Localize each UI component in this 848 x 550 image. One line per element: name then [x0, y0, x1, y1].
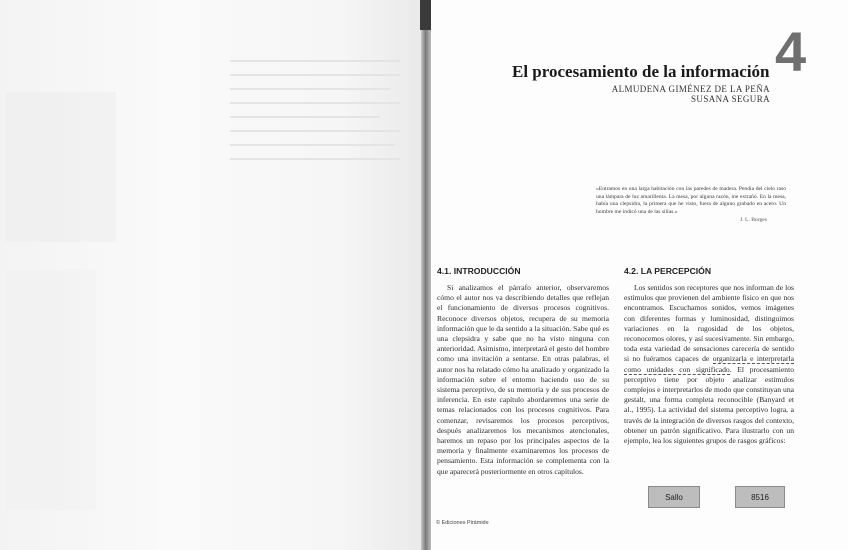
copyright-footer: © Ediciones Pirámide: [436, 520, 489, 526]
epigraph-quote: «Entramos en una larga habitación con las paredes de madera. Pendía del cielo raso una lámpara de luz amarillenta. La mesa, por alguna razón, me extrañó. En la mesa, había una clepsidra, la primera que he visto, fuera de alguno grabado en acero. Un hombre me indicó una de las sillas.»: [596, 186, 786, 215]
ghost-line: [230, 158, 400, 160]
body-column-left: [437, 283, 609, 477]
chapter-title: El procesamiento de la información: [512, 62, 770, 81]
section-heading-percepcion: 4.2. LA PERCEPCIÓN: [624, 266, 712, 276]
ghost-line: [230, 130, 400, 132]
ghost-line: [230, 74, 400, 76]
ghost-text-block: [6, 270, 96, 510]
epigraph-credit: J. L. Borges: [740, 217, 767, 223]
chapter-authors: [560, 84, 770, 104]
example-group-box: 8516: [735, 486, 785, 508]
author-name: ALMUDENA GIMÉNEZ DE LA PEÑA: [611, 84, 770, 94]
annotated-phrase: organizarla e interpretarla como unidades con significado: [624, 354, 794, 374]
chapter-number: 4: [775, 20, 807, 83]
body-column-right: [624, 283, 794, 446]
body-text: Los sentidos son receptores que nos informan de los estímulos que provienen del ambiente físico en que nos encontramos. Escuchamos sonidos, vemos imágenes con diferentes formas y luminosidad, distinguimos variaciones en la rugosidad de los objetos, reconocemos olores, y así sucesivamente. Sin embargo, toda esta variedad de sensaciones carecería de sentido si no fuéramos capaces de: [624, 283, 794, 364]
ghost-line: [230, 144, 395, 146]
ghost-line: [230, 60, 400, 62]
section-heading-introduccion: 4.1. INTRODUCCIÓN: [437, 266, 521, 276]
ghost-line: [230, 102, 400, 104]
ghost-heading-block: [6, 92, 116, 242]
body-paragraph: [624, 283, 794, 446]
author-name: SUSANA SEGURA: [691, 94, 770, 104]
example-group-box: Sallo: [648, 486, 700, 508]
book-spine: [421, 0, 431, 550]
ghost-line: [230, 88, 390, 90]
body-paragraph: Si analizamos el párrafo anterior, observaremos cómo el autor nos va describiendo detalles que reflejan el funcionamiento de diversos procesos cognitivos. Reconoce diversos objetos, recupera de su memoria información que le da sentido a la situación. Sabe qué es una clepsidra y sabe que no ha visto ninguna con anterioridad. Asimismo, interpretará el gesto del hombre como una invitación a sentarse. En otras palabras, el autor nos ha relatado cómo ha analizado y organizado la información sobre el entorno haciendo uso de su sistema perceptivo, de su memoria y de sus procesos de inferencia. En este capítulo abordaremos una serie de temas relacionados con los procesos cognitivos. Para comenzar, revisaremos los procesos perceptivos, después analizaremos los mecanismos atencionales, haremos un repaso por los principales aspectos de la memoria y finalmente examinaremos los procesos de pensamiento. Esta información se complementa con la que aparecerá posteriormente en otros capítulos.: [437, 283, 609, 476]
ghost-line: [230, 116, 380, 118]
body-text: . El procesamiento perceptivo tiene por objeto analizar estímulos complejos e interpretarlos de modo que constituyan una gestalt, una forma completa reconocible (Banyard et al., 1995). La actividad del sistema perceptivo logra, a través de la integración de diversos rasgos del contexto, obtener un patrón significativo. Para ilustrarlo con un ejemplo, lea los siguientes grupos de rasgos gráficos:: [624, 364, 794, 446]
